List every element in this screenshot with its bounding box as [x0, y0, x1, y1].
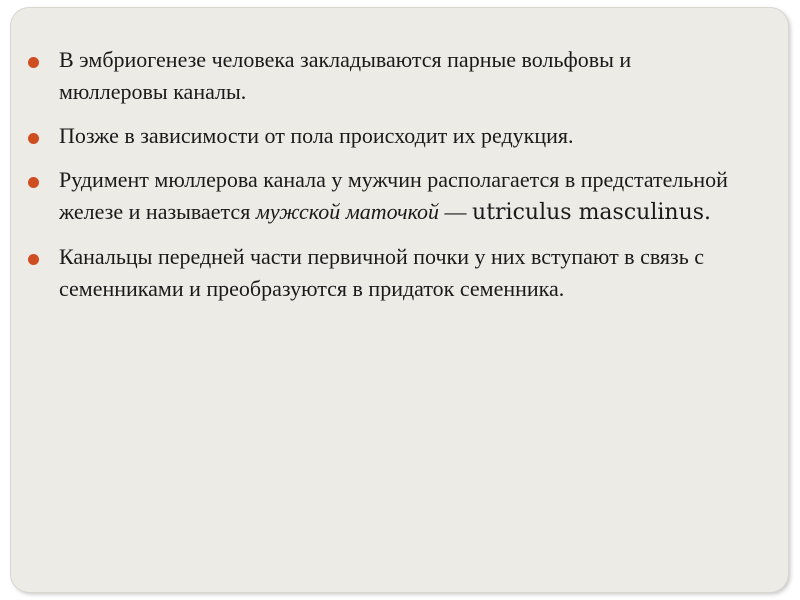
bullet-list	[28, 44, 728, 317]
bullet-dot-icon	[28, 254, 39, 265]
bullet-item-3	[28, 164, 728, 229]
bullet-item-1	[28, 44, 728, 108]
bullet-text-plain: Рудимент мюллерова канала у мужчин располагается в предстательной железе и называется	[59, 167, 728, 224]
bullet-text-latin: utriculus masculinus.	[472, 200, 712, 225]
bullet-text: Позже в зависимости от пола происходит их редукция.	[59, 123, 574, 148]
bullet-dot-icon	[28, 133, 39, 144]
bullet-dot-icon	[28, 177, 39, 188]
bullet-text-dash: —	[439, 199, 473, 224]
bullet-item-2	[28, 120, 728, 152]
bullet-text-italic: мужской маточкой	[255, 199, 440, 224]
bullet-item-4	[28, 241, 728, 305]
bullet-text: Канальцы передней части первичной почки у них вступают в связь с семенниками и преобразуются в придаток семенника.	[59, 244, 705, 301]
bullet-text	[59, 167, 728, 224]
bullet-dot-icon	[28, 57, 39, 68]
bullet-text: В эмбриогенезе человека закладываются парные вольфовы и мюллеровы каналы.	[59, 47, 632, 104]
